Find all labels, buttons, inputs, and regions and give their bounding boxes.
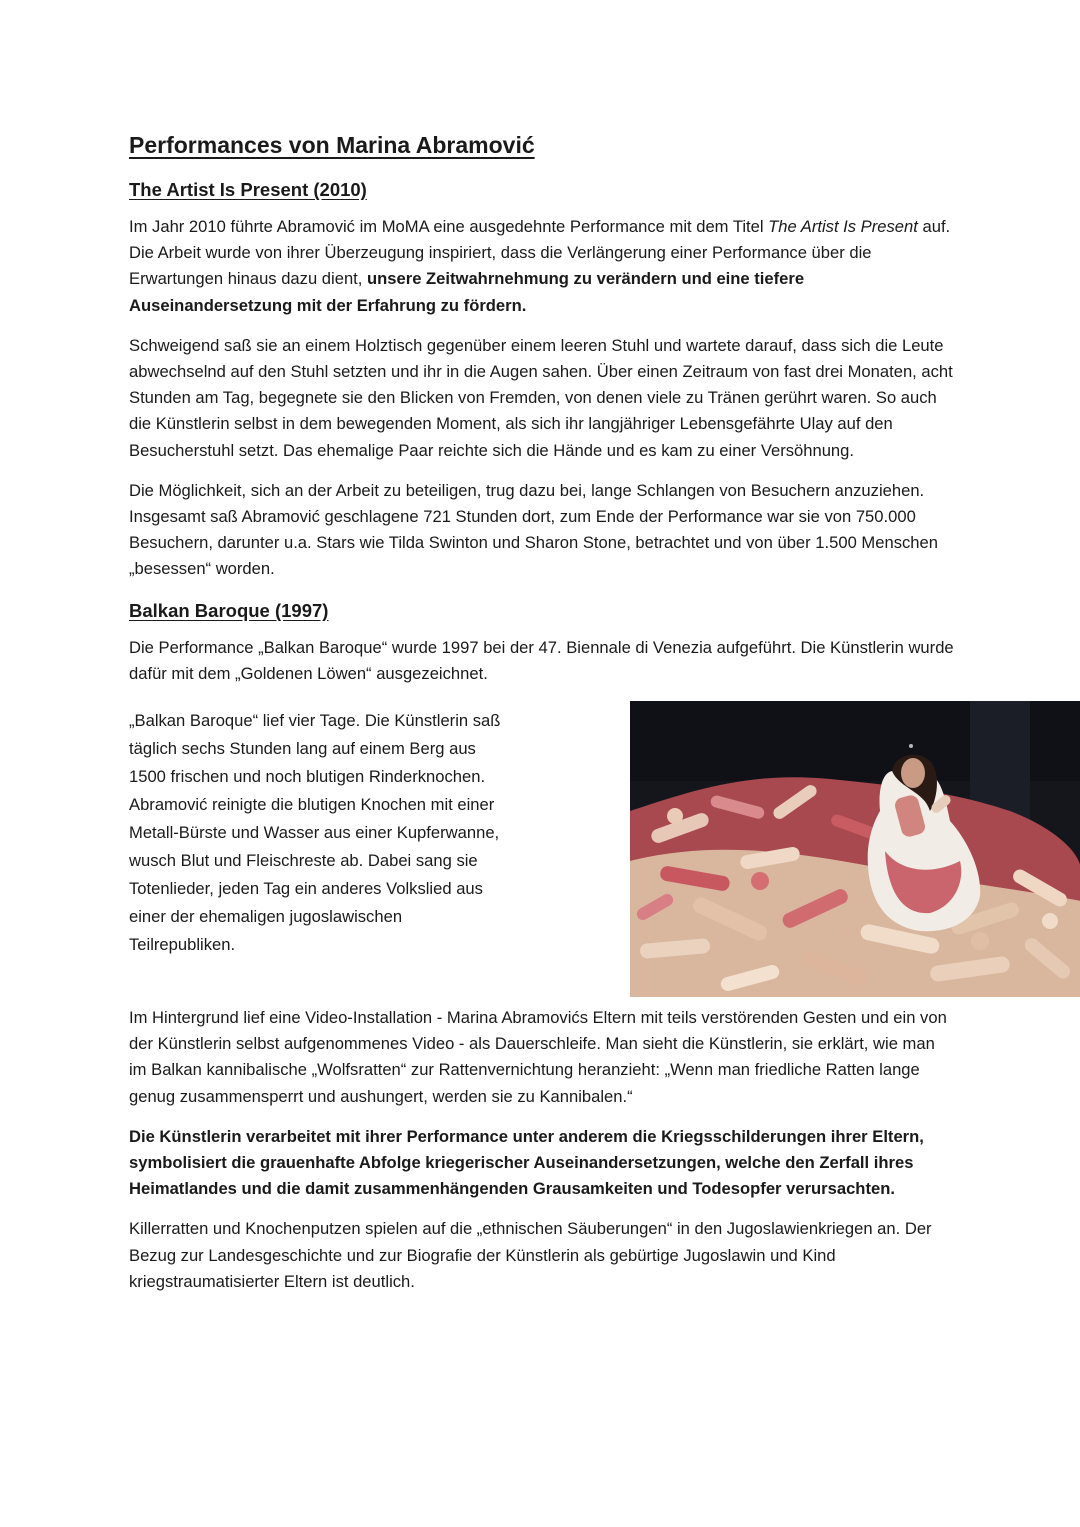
text-with-photo [129,701,954,997]
balkan-baroque-photo [630,701,1080,997]
section-heading-balkan-baroque: Balkan Baroque (1997) [129,599,329,621]
paragraph-artist-is-present-description: Schweigend saß sie an einem Holztisch gegenüber einem leeren Stuhl und wartete darauf, dass sich die Leute abwechselnd auf den Stuhl setzten und ihr in die Augen sahen. Über einen Zeitraum von fast drei Monaten, acht Stunden am Tag, begegnete sie den Blicken von Fremden, von denen viele zu Tränen gerührt waren. So auch die Künstlerin selbst in dem bewegenden Moment, als sich ihr langjähriger Lebensgefährte Ulay auf den Besucherstuhl setzt. Das ehemalige Paar reichte sich die Hände und es kam zu einer Versöhnung. [129,335,953,460]
page-title: Performances von Marina Abramović [129,132,535,158]
paragraph-artist-is-present-visitors: Die Möglichkeit, sich an der Arbeit zu beteiligen, trug dazu bei, lange Schlangen von Besuchern anzuziehen. Insgesamt saß Abramović geschlagene 721 Stunden dort, zum Ende der Performance war sie von 750.000 Besuchern, darunter u.a. Stars wie Tilda Swinton und Sharon Stone, betrachtet und von über 1.500 Menschen „besessen“ worden. [129,480,938,579]
intro-text-b: auf. Die Arbeit wurde von ihrer Überzeugung inspiriert, dass die Verlängerung einer Performance über die Erwartungen hinaus dazu dient, [129,217,951,289]
paragraph-balkan-baroque-intro: Die Performance „Balkan Baroque“ wurde 1997 bei der 47. Biennale di Venezia aufgeführt. Die Künstlerin wurde dafür mit dem „Goldenen Löwen“ ausgezeichnet. [129,637,954,683]
section-heading-artist-is-present: The Artist Is Present (2010) [129,179,367,200]
paragraph-balkan-baroque-video: Im Hintergrund lief eine Video-Installation - Marina Abramovićs Eltern mit teils verstörenden Gesten und ein von der Künstlerin selbst aufgenommenes Video - als Dauerschleife. Man sieht die Künstlerin, sie erklärt, wie man im Balkan kannibalische „Wolfsratten“ zur Rattenvernichtung heranzieht: „Wenn man friedliche Ratten lange genug zusammensperrt und aushungert, werden sie zu Kannibalen.“ [129,1008,947,1106]
paragraph-balkan-baroque-context: Killerratten und Knochenputzen spielen auf die „ethnischen Säuberungen“ in den Jugoslawienkriegen an. Der Bezug zur Landesgeschichte und zur Biografie der Künstlerin als gebürtige Jugoslawin und Kind kriegstraumatisierter Eltern ist deutlich. [129,1219,932,1291]
intro-text-bold: unsere Zeitwahrnehmung zu verändern und eine tiefere Auseinandersetzung mit der Erfahrung zu fördern. [129,269,805,315]
intro-work-title: The Artist Is Present [768,217,918,236]
paragraph-balkan-baroque-interpretation: Die Künstlerin verarbeitet mit ihrer Performance unter anderem die Kriegsschilderungen ihrer Eltern, symbolisiert die grauenhafte Abfolge kriegerischer Auseinandersetzungen, welche den Zerfall ihres Heimatlandes und die damit zusammenhängenden Grausamkeiten und Todesopfer verursachten. [129,1126,924,1199]
intro-text-a: Im Jahr 2010 führte Abramović im MoMA eine ausgedehnte Performance mit dem Titel [129,217,769,236]
paragraph-artist-is-present-intro [129,214,954,319]
paragraph-balkan-baroque-description: „Balkan Baroque“ lief vier Tage. Die Künstlerin saß täglich sechs Stunden lang auf einem Berg aus 1500 frischen und noch blutigen Rinderknochen. Abramović reinigte die blutigen Knochen mit einer Metall-Bürste und Wasser aus einer Kupferwanne, wusch Blut und Fleischreste ab. Dabei sang sie Totenlieder, jeden Tag ein anderes Volkslied aus einer der ehemaligen jugoslawischen Teilrepubliken. [129,711,501,955]
document-page [129,128,954,1309]
bone-pile-image [630,701,1080,997]
